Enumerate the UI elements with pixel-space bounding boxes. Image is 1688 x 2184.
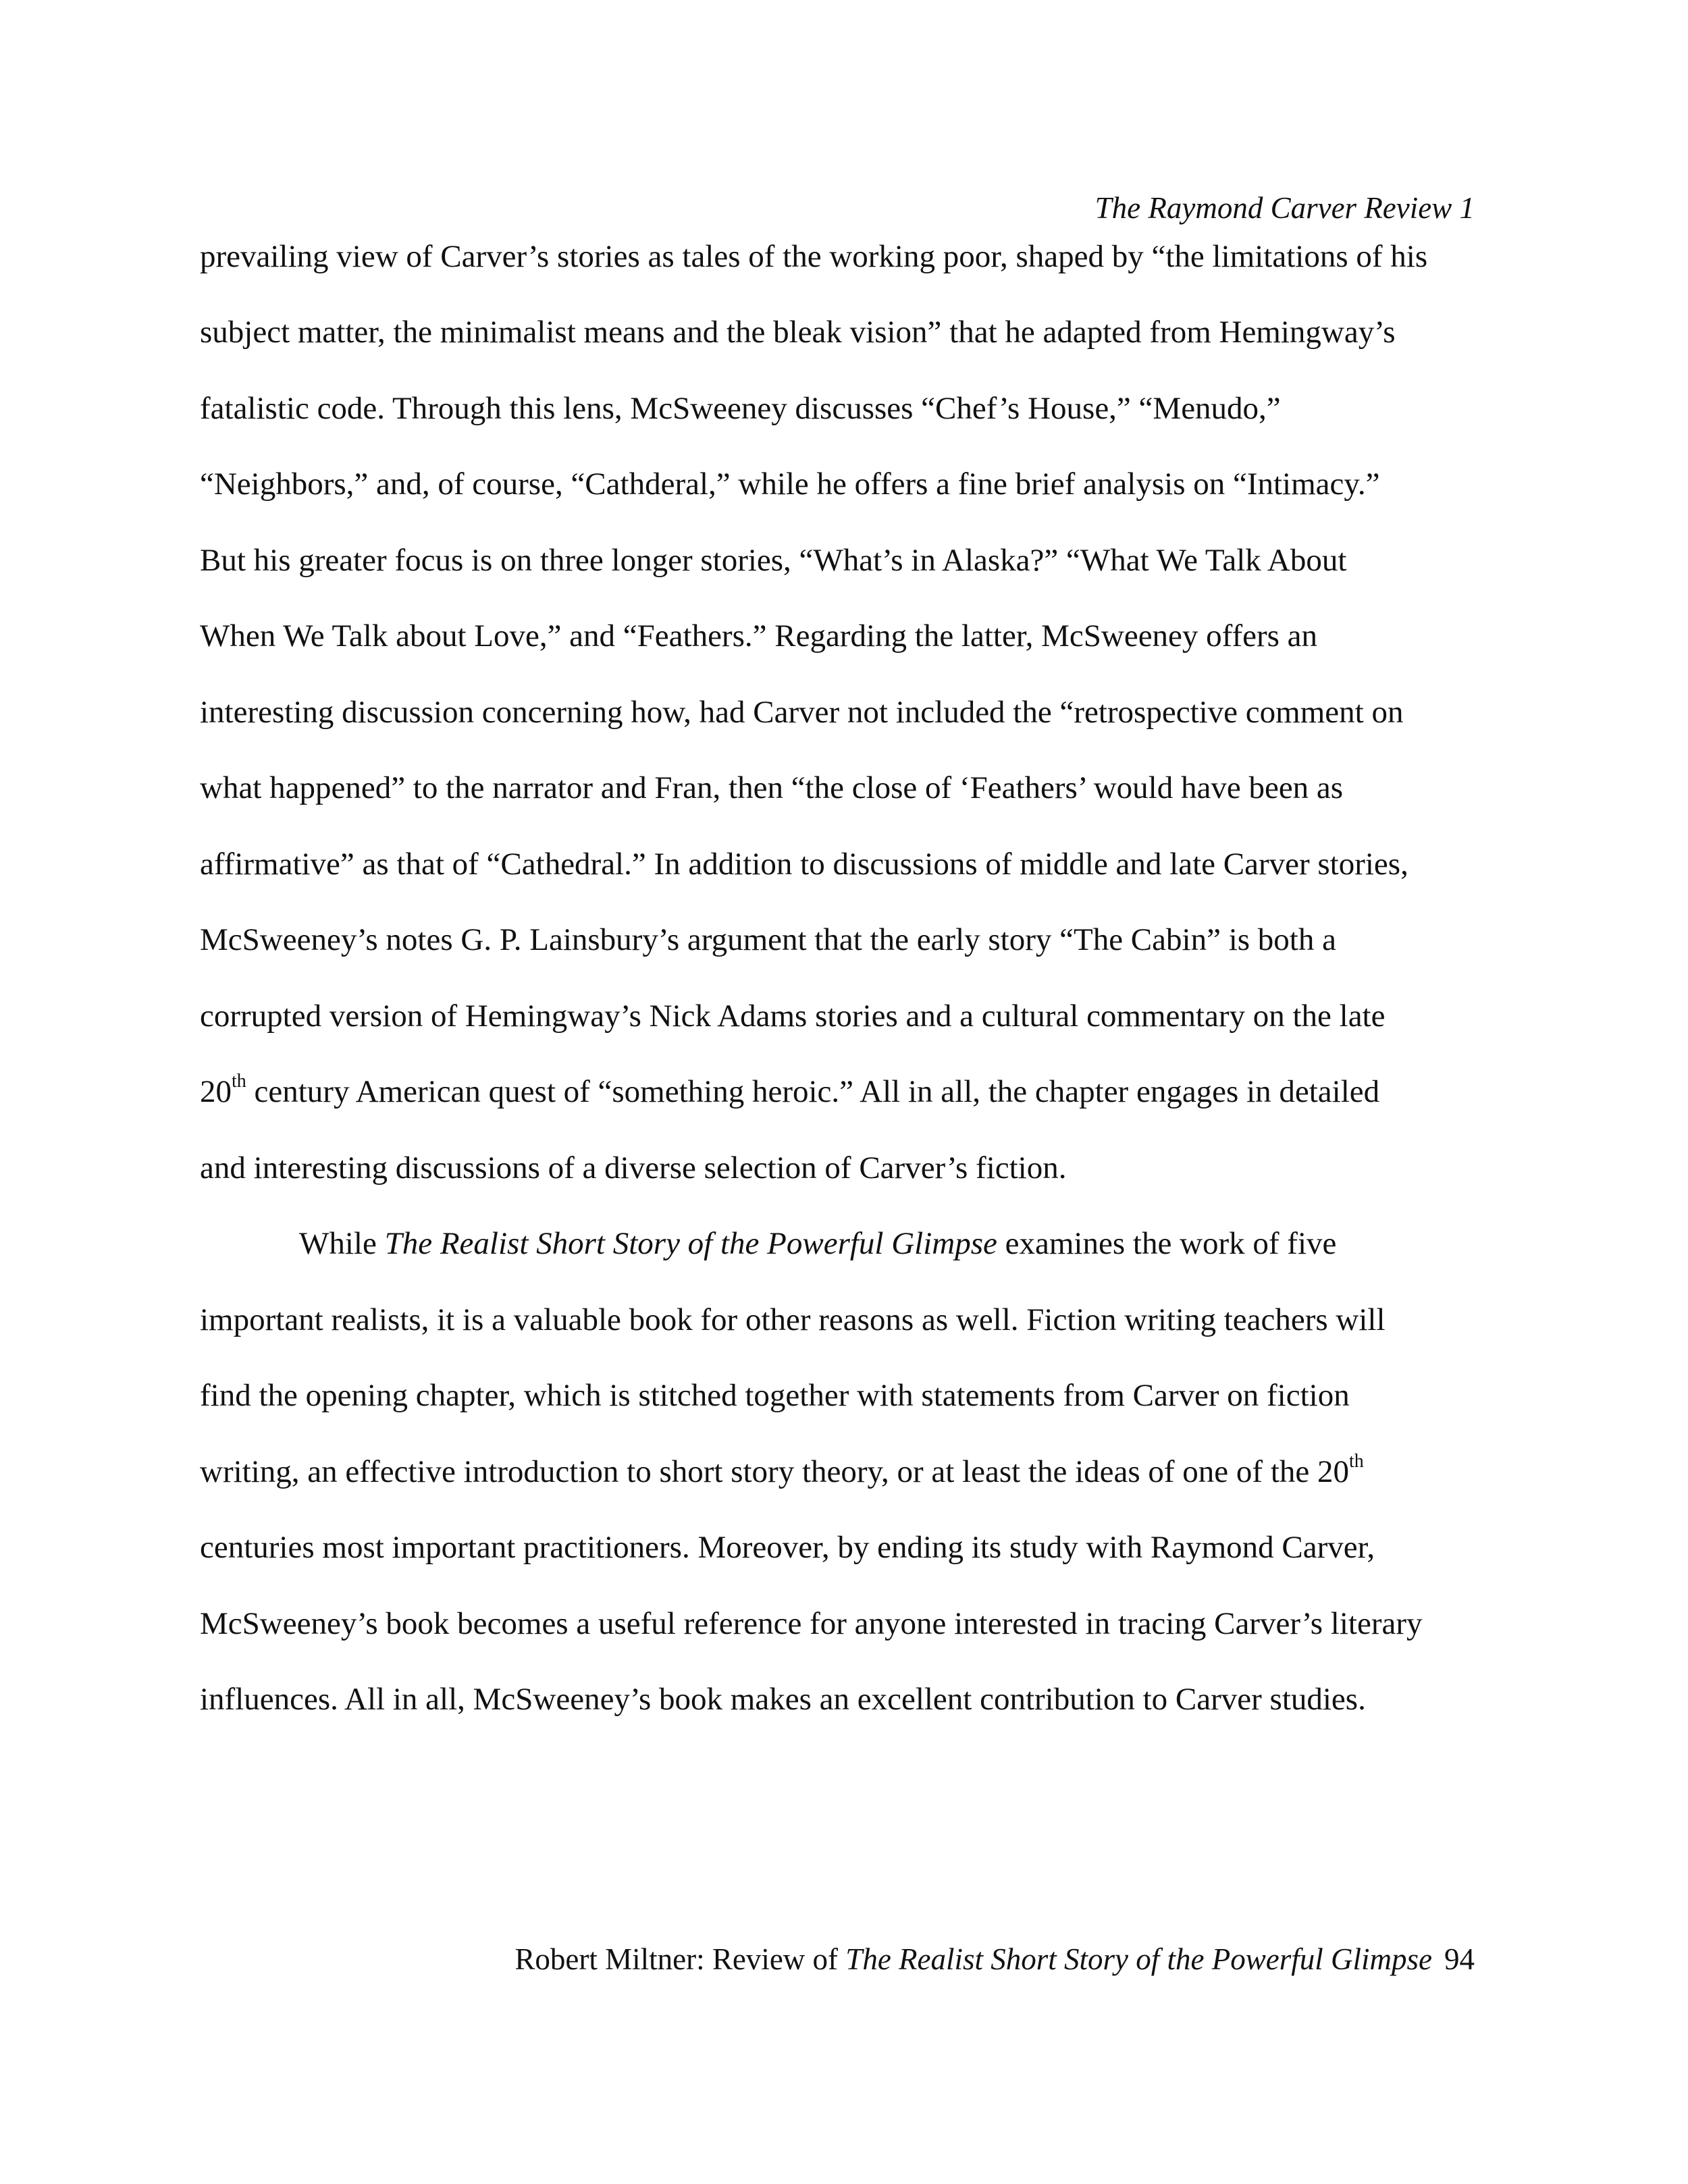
- body-line: writing, an effective introduction to short story theory, or at least the ideas of one of the 20th: [200, 1451, 1364, 1489]
- body-line: McSweeney’s notes G. P. Lainsbury’s argument that the early story “The Cabin” is both a: [200, 922, 1336, 957]
- running-header: The Raymond Carver Review 1: [1094, 191, 1475, 225]
- body-line: “Neighbors,” and, of course, “Cathderal,” while he offers a fine brief analysis on “Intimacy.”: [200, 467, 1380, 502]
- body-line: and interesting discussions of a diverse selection of Carver’s fiction.: [200, 1150, 1067, 1186]
- body-line: When We Talk about Love,” and “Feathers.” Regarding the latter, McSweeney offers an: [200, 618, 1318, 654]
- body-line: important realists, it is a valuable book for other reasons as well. Fiction writing teachers will: [200, 1302, 1386, 1337]
- superscript: th: [1348, 1451, 1364, 1472]
- page-footer: [515, 1944, 1475, 1975]
- body-line: find the opening chapter, which is stitched together with statements from Carver on fiction: [200, 1378, 1350, 1413]
- superscript: th: [232, 1071, 246, 1092]
- page-number: 94: [1444, 1942, 1475, 1976]
- body-line: McSweeney’s book becomes a useful reference for anyone interested in tracing Carver’s literary: [200, 1606, 1423, 1641]
- body-line: centuries most important practitioners. Moreover, by ending its study with Raymond Carver,: [200, 1530, 1375, 1565]
- body-line: affirmative” as that of “Cathedral.” In addition to discussions of middle and late Carver stories,: [200, 847, 1408, 882]
- footer-book-title: The Realist Short Story of the Powerful Glimpse: [845, 1942, 1432, 1976]
- book-title: The Realist Short Story of the Powerful Glimpse: [384, 1226, 997, 1261]
- body-line: While The Realist Short Story of the Powerful Glimpse examines the work of five: [299, 1226, 1337, 1261]
- body-line: what happened” to the narrator and Fran, then “the close of ‘Feathers’ would have been as: [200, 770, 1344, 805]
- body-line: corrupted version of Hemingway’s Nick Adams stories and a cultural commentary on the late: [200, 998, 1386, 1034]
- body-line: prevailing view of Carver’s stories as tales of the working poor, shaped by “the limitations of his: [200, 239, 1428, 274]
- body-line: But his greater focus is on three longer stories, “What’s in Alaska?” “What We Talk About: [200, 543, 1347, 578]
- body-line: fatalistic code. Through this lens, McSweeney discusses “Chef’s House,” “Menudo,”: [200, 391, 1281, 426]
- body-line: interesting discussion concerning how, had Carver not included the “retrospective comment on: [200, 695, 1404, 730]
- footer-author: Robert Miltner: Review of: [515, 1942, 846, 1976]
- body-line: subject matter, the minimalist means and the bleak vision” that he adapted from Hemingway’s: [200, 315, 1396, 350]
- body-line: influences. All in all, McSweeney’s book makes an excellent contribution to Carver studies.: [200, 1682, 1366, 1717]
- body-line: 20th century American quest of “something heroic.” All in all, the chapter engages in detailed: [200, 1071, 1380, 1109]
